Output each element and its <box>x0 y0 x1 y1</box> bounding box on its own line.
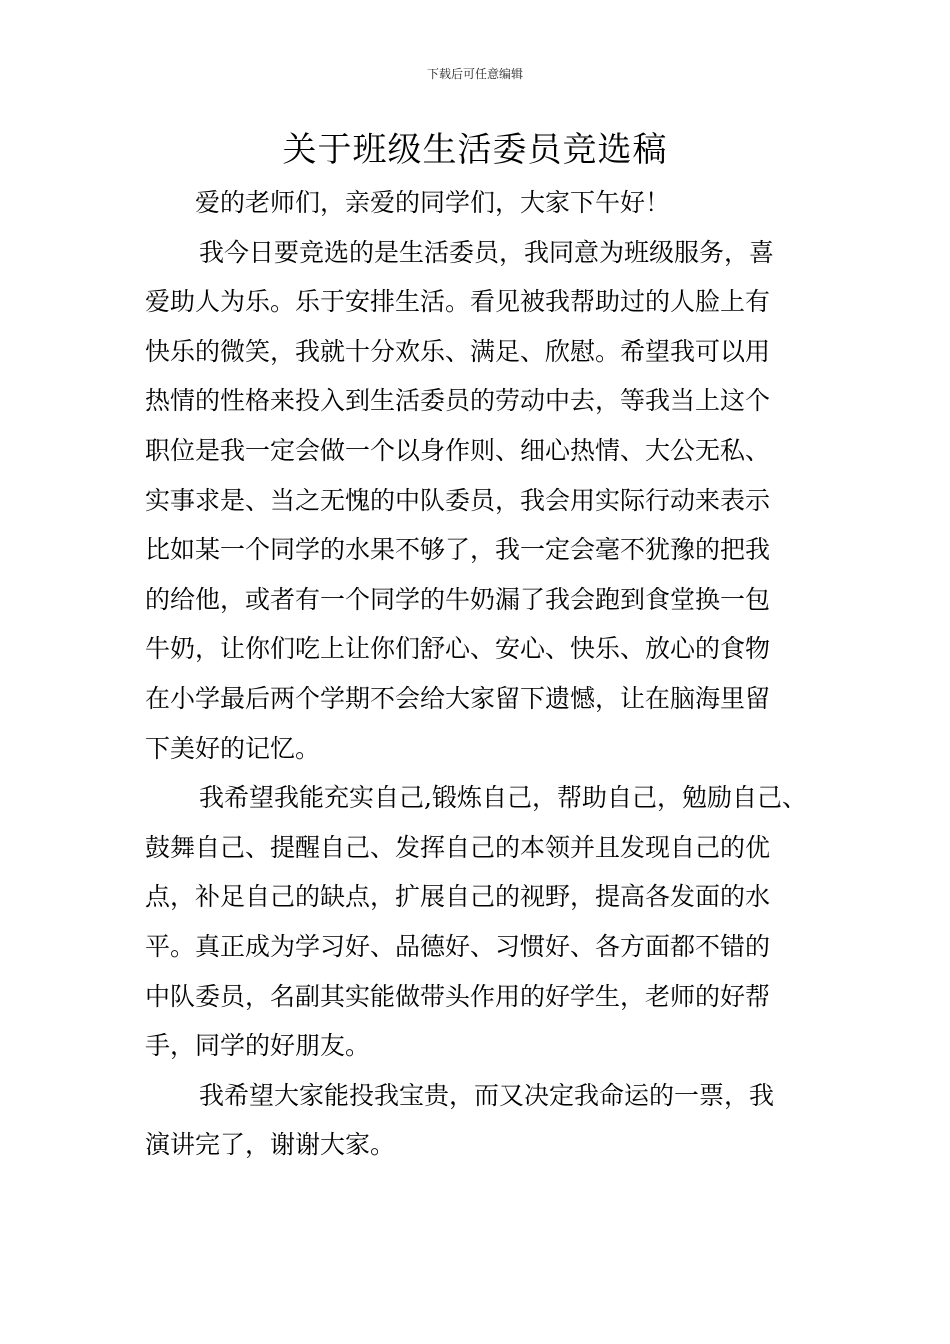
paragraph-1-line-9: 牛奶，让你们吃上让你们舒心、安心、快乐、放心的食物 <box>145 634 771 664</box>
header-note: 下载后可任意编辑 <box>426 67 523 81</box>
paragraph-1-line-2: 爱助人为乐。乐于安排生活。看见被我帮助过的人脸上有 <box>145 287 771 317</box>
document-title: 关于班级生活委员竞选稿 <box>282 130 668 170</box>
paragraph-1-line-7: 比如某一个同学的水果不够了，我一定会毫不犹豫的把我 <box>145 535 771 565</box>
paragraph-1-line-5: 职位是我一定会做一个以身作则、细心热情、大公无私、 <box>145 435 771 465</box>
paragraph-2-line-5: 中队委员，名副其实能做带头作用的好学生，老师的好帮 <box>145 981 771 1011</box>
paragraph-1-line-6: 实事求是、当之无愧的中队委员，我会用实际行动来表示 <box>145 485 771 515</box>
paragraph-1-line-4: 热情的性格来投入到生活委员的劳动中去，等我当上这个 <box>145 386 771 416</box>
paragraph-1-line-10: 在小学最后两个学期不会给大家留下遗憾，让在脑海里留 <box>145 683 771 713</box>
document-body <box>145 178 810 1170</box>
paragraph-3-line-1: 我希望大家能投我宝贵，而又决定我命运的一票，我 <box>199 1080 775 1110</box>
paragraph-1-line-8: 的给他，或者有一个同学的牛奶漏了我会跑到食堂换一包 <box>145 584 771 614</box>
paragraph-2-line-2: 鼓舞自己、提醒自己、发挥自己的本领并且发现自己的优 <box>145 832 771 862</box>
paragraph-1-line-11: 下美好的记忆。 <box>145 733 321 763</box>
paragraph-2-line-1: 我希望我能充实自己,锻炼自己，帮助自己，勉励自己、 <box>199 783 807 813</box>
paragraph-1-line-3: 快乐的微笑，我就十分欢乐、满足、欣慰。希望我可以用 <box>145 336 771 366</box>
greeting-line: 爱的老师们，亲爱的同学们，大家下午好！ <box>195 188 671 217</box>
paragraph-2-line-6: 手，同学的好朋友。 <box>145 1031 371 1061</box>
paragraph-3-line-2: 演讲完了，谢谢大家。 <box>145 1130 396 1160</box>
paragraph-1-line-1: 我今日要竞选的是生活委员，我同意为班级服务，喜 <box>199 237 775 267</box>
paragraph-2-line-4: 平。真正成为学习好、品德好、习惯好、各方面都不错的 <box>145 931 771 961</box>
paragraph-2-line-3: 点，补足自己的缺点，扩展自己的视野，提高各发面的水 <box>145 882 771 912</box>
